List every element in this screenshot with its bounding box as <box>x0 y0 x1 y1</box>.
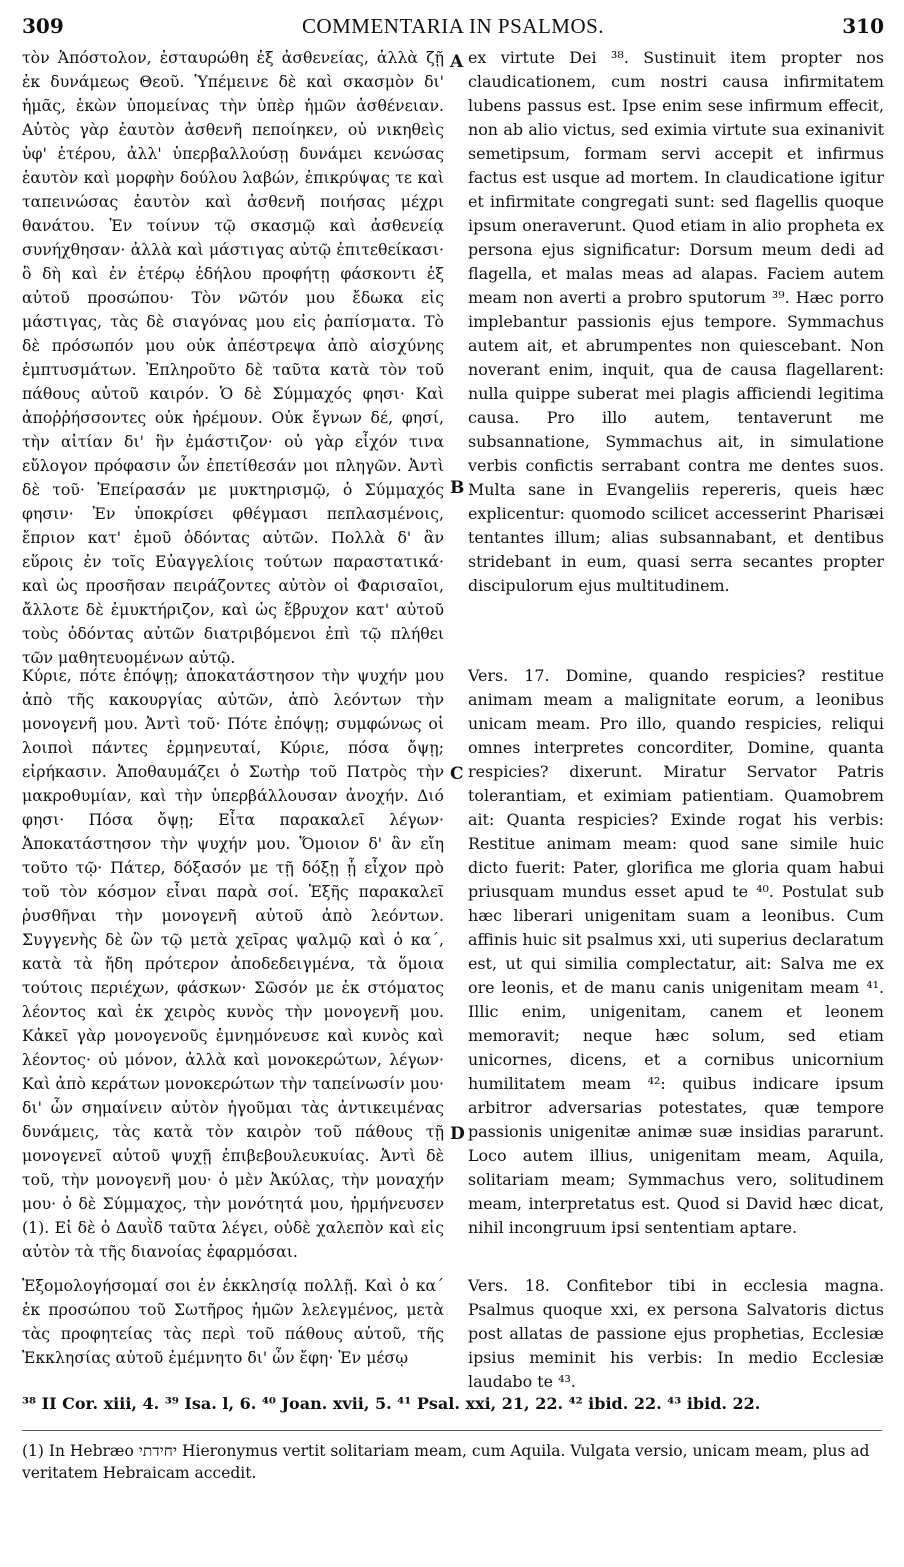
translator-note: (1) In Hebræo יחידתי Hieronymus vertit solitariam meam, cum Aquila. Vulgata versio, unicam meam, plus ad veritatem Hebraicam accedit. <box>22 1442 870 1482</box>
latin-paragraph: Vers. 18. Confitebor tibi in ecclesia magna. Psalmus quoque xxi, ex persona Salvatoris dictus post allatas de passione ejus prophetias, Ecclesiæ ipsius meminit his verbis: In medio Ecclesiæ laudabo te ⁴³. <box>468 1276 884 1391</box>
greek-column <box>22 1274 444 1370</box>
latin-column <box>468 46 884 598</box>
footnote-rule <box>22 1430 882 1431</box>
margin-letter-d: D <box>450 1124 465 1144</box>
latin-paragraph: ex virtute Dei ³⁸. Sustinuit item propter nos claudicationem, cum nostri causa infirmitatem lubens passus est. Ipse enim sese infirmum effecit, non ab alio victus, sed eximia virtute sua exinanivit semetipsum, formam servi accepit et infirmus factus est usque ad mortem. In claudicatione igitur et infirmitate congregati sunt: sed flagellis quoque ipsum oneraverunt. Quod etiam in alio propheta ex persona ejus significatur: Dorsum meum dedi ad flagella, et malas meas ad alapas. Faciem autem meam non averti a probro sputorum ³⁹. Hæc porro implebantur passionis ejus tempore. Symmachus autem ait, et abrumpentes non quiescebant. Non noverant enim, inquit, qua de causa flagellarent: nulla quippe suberat mei plagis afficiendi legitima causa. Pro illo autem, tentaverunt me subsannatione, Symmachus ait, in simulatione verbis confictis serrabant contra me dentes suos. Multa sane in Evangeliis repereris, queis hæc explicentur: quomodo scilicet accesserint Pharisæi tentantes illum; alias subsannabant, et dentibus stridebant in eum, quasi serra secantes propter discipulorum ejus multitudinem. <box>468 48 884 595</box>
greek-paragraph: Ἐξομολογήσομαί σοι ἐν ἐκκλησίᾳ πολλῇ. Καὶ ὁ κα΄ ἐκ προσώπου τοῦ Σωτῆρος ἡμῶν λελεγμένος, μετὰ τὰς προφητείας τὰς περὶ τοῦ πάθους αὐτοῦ, τῆς Ἐκκλησίας αὐτοῦ ἐμέμνητο δι' ὧν ἔφη· Ἐν μέσῳ <box>22 1276 444 1367</box>
running-header <box>22 14 884 42</box>
section-2 <box>22 664 884 1264</box>
running-title: COMMENTARIA IN PSALMOS. <box>301 14 605 38</box>
greek-column <box>22 664 444 1264</box>
margin-letter-c: C <box>450 764 464 784</box>
margin-letter-a: A <box>450 52 464 72</box>
greek-column <box>22 46 444 670</box>
section-1 <box>22 46 884 667</box>
latin-column <box>468 664 884 1240</box>
margin-letter-b: B <box>450 478 465 498</box>
latin-column <box>468 1274 884 1394</box>
page-number-right: 310 <box>842 14 884 38</box>
latin-paragraph: Vers. 17. Domine, quando respicies? restitue animam meam a malignitate eorum, a leonibus unicam meam. Pro illo, quando respicies, reliqui omnes interpretes concorditer, Domine, quanta respicies? dixerunt. Miratur Servator Patris tolerantiam, et eximiam patientiam. Quamobrem ait: Quanta respicies? Exinde rogat his verbis: Restitue animam meam: quod sane simile huic dicto fuerit: Pater, glorifica me gloria quam habui priusquam mundus esset apud te ⁴⁰. Postulat sub hæc liberari unigenitam suam a leonibus. Cum affinis huic sit psalmus xxi, uti superius declaratum est, ut qui similia complectatur, ait: Salva me ex ore leonis, et de manu canis unigenitam meam ⁴¹. Illic enim, unigenitam, canem et leonem memoravit; neque hæc solum, sed etiam unicornes, dicens, et a cornibus unicornium humilitatem meam ⁴²: quibus indicare ipsum arbitror adversarias potestates, quæ tempore passionis unigenitæ animæ suæ insidias pararunt. Loco autem illius, unigenitam meam, Aquila, solitariam meam; Symmachus vero, solitudinem meam, interpretatus est. Quod si David hæc dicat, nihil incongruum ipsi sententiam aptare. <box>468 666 884 1237</box>
greek-paragraph: τὸν Ἀπόστολον, ἐσταυρώθη ἐξ ἀσθενείας, ἀλλὰ ζῇ ἐκ δυνάμεως Θεοῦ. Ὑπέμεινε δὲ καὶ σκασμὸν δι' ἡμᾶς, ἑκὼν ὑπομείνας τὴν ὑπὲρ ἡμῶν ἀσθένειαν. Αὐτὸς γὰρ ἑαυτὸν ἀσθενῆ πεποίηκεν, οὐ νικηθεὶς ὑφ' ἑτέρου, ἀλλ' ὑπερβαλλούσῃ δυνάμει κενώσας ἑαυτὸν καὶ μορφὴν δούλου λαβών, ἐπικρύψας τε καὶ ταπεινώσας ἑαυτὸν καὶ ἀσθενῆ ποιήσας μέχρι θανάτου. Ἐν τοίνυν τῷ σκασμῷ καὶ ἀσθενείᾳ συνήχθησαν· ἀλλὰ καὶ μάστιγας αὐτῷ ἐπιτεθείκασι· ὃ δὴ καὶ ἐν ἑτέρῳ ἐδήλου προφήτῃ φάσκοντι ἐξ αὐτοῦ προσώπου· Τὸν νῶτόν μου ἔδωκα εἰς μάστιγας, τὰς δὲ σιαγόνας μου εἰς ῥαπίσματα. Τὸ δὲ πρόσωπόν μου οὐκ ἀπέστρεψα ἀπὸ αἰσχύνης ἐμπτυσμάτων. Ἐπληροῦτο δὲ ταῦτα κατὰ τὸν τοῦ πάθους αὐτοῦ καιρόν. Ὁ δὲ Σύμμαχός φησι· Καὶ ἀποῤῥήσσοντες οὐκ ἠρέμουν. Οὐκ ἔγνων δέ, φησί, τὴν αἰτίαν δι' ἣν ἐμάστιζον· οὐ γὰρ εἶχόν τινα εὔλογον πρόφασιν ὧν ἐπετίθεσάν μοι πληγῶν. Ἀντὶ δὲ τοῦ· Ἐπείρασάν με μυκτηρισμῷ, ὁ Σύμμαχός φησιν· Ἐν ὑποκρίσει φθέγμασι πεπλασμένοις, ἔπριον κατ' ἐμοῦ ὀδόντας αὐτῶν. Πολλὰ δ' ἂν εὕροις ἐν τοῖς Εὐαγγελίοις τούτων παραστατικά· καὶ ὡς προσῆσαν πειράζοντες αὐτὸν οἱ Φαρισαῖοι, ἄλλοτε δὲ ἐμυκτήριζον, καὶ ὡς ἔβρυχον κατ' αὐτοῦ τοὺς ὀδόντας αὐτῶν διατριβόμενοι ἐπὶ τῷ πλήθει τῶν μαθητευομένων αὐτῷ. <box>22 48 444 667</box>
greek-paragraph: Κύριε, πότε ἐπόψῃ; ἀποκατάστησον τὴν ψυχήν μου ἀπὸ τῆς κακουργίας αὐτῶν, ἀπὸ λεόντων τὴν μονογενῆ μου. Ἀντὶ τοῦ· Πότε ἐπόψῃ; συμφώνως οἱ λοιποὶ πάντες ἑρμηνευταί, Κύριε, πόσα ὄψῃ; εἰρήκασιν. Ἀποθαυμάζει ὁ Σωτὴρ τοῦ Πατρὸς τὴν μακροθυμίαν, καὶ τὴν ὑπερβάλλουσαν ἀνοχήν. Διό φησι· Πόσα ὄψῃ; Εἶτα παρακαλεῖ λέγων· Ἀποκατάστησον τὴν ψυχήν μου. Ὅμοιον δ' ἂν εἴη τοῦτο τῷ· Πάτερ, δόξασόν με τῇ δόξῃ ᾗ εἶχον πρὸ τοῦ τὸν κόσμον εἶναι παρὰ σοί. Ἑξῆς παρακαλεῖ ῥυσθῆναι τὴν μονογενῆ αὐτοῦ ἀπὸ λεόντων. Συγγενὴς δὲ ὢν τῷ μετὰ χεῖρας ψαλμῷ καὶ ὁ κα΄, κατὰ τὰ ἤδη πρότερον ἀποδεδειγμένα, τὰ ὅμοια τούτοις περιέχων, φάσκων· Σῶσόν με ἐκ στόματος λέοντος καὶ ἐκ χειρὸς κυνὸς τὴν μονογενῆ μου. Κἀκεῖ γὰρ μονογενοῦς ἐμνημόνευσε καὶ κυνὸς καὶ λέοντος· οὐ μόνον, ἀλλὰ καὶ μονοκερώτων, λέγων· Καὶ ἀπὸ κεράτων μονοκερώτων τὴν ταπείνωσίν μου· δι' ὧν σημαίνειν αὐτὸν ἡγοῦμαι τὰς ἀντικειμένας δυνάμεις, τὰς κατὰ τὸν καιρὸν τοῦ πάθους τῇ μονογενεῖ αὐτοῦ ψυχῇ ἐπιβεβουλευκυίας. Ἀντὶ δὲ τοῦ, τὴν μονογενῆ μου· ὁ μὲν Ἀκύλας, τὴν μοναχήν μου· ὁ δὲ Σύμμαχος, τὴν μονότητά μου, ἡρμήνευσεν (1). Εἰ δὲ ὁ Δαυῒδ ταῦτα λέγει, οὐδὲ χαλεπὸν καὶ εἰς αὐτὸν τὰ τῆς διανοίας ἐφαρμόσαι. <box>22 666 444 1261</box>
page-number-left: 309 <box>22 14 64 38</box>
section-3 <box>22 1274 884 1391</box>
scripture-footnotes: ³⁸ II Cor. xiii, 4. ³⁹ Isa. l, 6. ⁴⁰ Joan. xvii, 5. ⁴¹ Psal. xxi, 21, 22. ⁴² ibid. 22. ⁴³ ibid. 22. <box>22 1394 761 1413</box>
